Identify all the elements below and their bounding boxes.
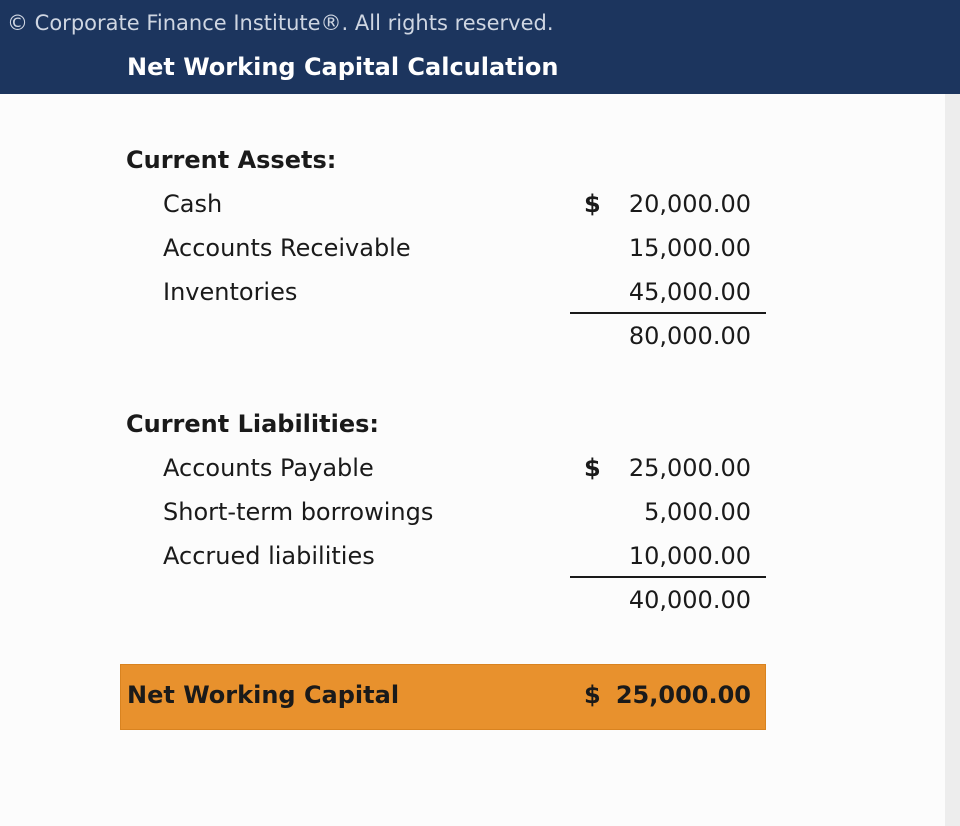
asset-label-receivable: Accounts Receivable (163, 234, 411, 262)
asset-amount-inventories: 45,000.00 (628, 278, 751, 306)
assets-total: 80,000.00 (628, 322, 751, 350)
asset-amount-receivable: 15,000.00 (628, 234, 751, 262)
liabilities-total: 40,000.00 (628, 586, 751, 614)
header-bar (0, 0, 960, 94)
assets-subtotal-rule (570, 312, 766, 314)
liability-amount-borrowings: 5,000.00 (644, 498, 751, 526)
asset-currency-cash: $ (584, 190, 601, 218)
asset-label-inventories: Inventories (163, 278, 298, 306)
liability-amount-payable: 25,000.00 (628, 454, 751, 482)
liability-label-payable: Accounts Payable (163, 454, 374, 482)
net-working-capital-currency: $ (584, 681, 601, 709)
sheet-edge (945, 94, 960, 826)
net-working-capital-amount: 25,000.00 (615, 681, 751, 709)
current-assets-heading: Current Assets: (126, 146, 337, 174)
net-working-capital-row (120, 664, 766, 730)
liability-amount-accrued: 10,000.00 (628, 542, 751, 570)
asset-amount-cash: 20,000.00 (628, 190, 751, 218)
liability-label-accrued: Accrued liabilities (163, 542, 375, 570)
liability-currency-payable: $ (584, 454, 601, 482)
liabilities-subtotal-rule (570, 576, 766, 578)
page-title: Net Working Capital Calculation (127, 53, 559, 81)
current-liabilities-heading: Current Liabilities: (126, 410, 379, 438)
liability-label-borrowings: Short-term borrowings (163, 498, 434, 526)
copyright-notice: © Corporate Finance Institute®. All rights reserved. (7, 11, 554, 35)
asset-label-cash: Cash (163, 190, 223, 218)
net-working-capital-label: Net Working Capital (127, 681, 400, 709)
